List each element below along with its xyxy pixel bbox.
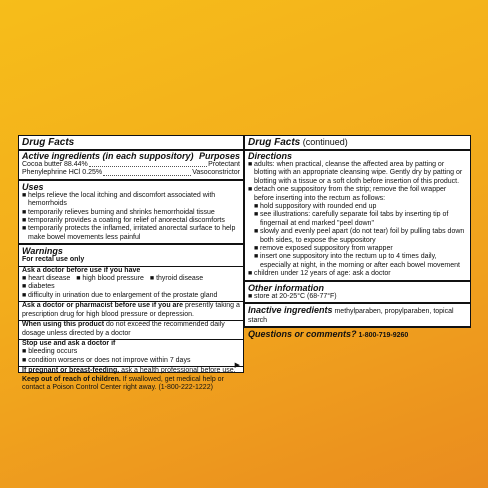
active-ingredients-heading: Active ingredients (in each suppository) bbox=[22, 151, 194, 161]
storage-info: ■ store at 20-25°C (68-77°F) bbox=[248, 292, 337, 300]
inactive-ingredients: Inactive ingredients methylparaben, propylparaben, topical starch bbox=[245, 302, 470, 325]
ingredient-row bbox=[22, 161, 240, 169]
pharmacist-warning: Ask a doctor or pharmacist before use if you are presently taking a prescription drug for high blood pressure or depression. bbox=[19, 301, 243, 319]
stop-use-heading: Stop use and ask a doctor if bbox=[22, 339, 116, 347]
use-item: ■ temporarily protects the inflamed, irritated anorectal surface to help make bowel movements less painful bbox=[22, 225, 236, 241]
condition-item: ■ heart disease bbox=[22, 275, 71, 283]
direction-subitem: ■ slowly and evenly peel apart (do not tear) foil by pulling tabs down both sides, to expose the suppository bbox=[254, 228, 465, 244]
direction-item: ■ adults: when practical, cleanse the affected area by patting or blotting with an appropriate cleansing wipe. Gently dry by patting or blotting with a tissue or a soft cloth before insertion of this product. bbox=[248, 161, 463, 185]
ingredient-name: Cocoa butter 88.44% bbox=[22, 161, 88, 168]
phone-number: 1-800-719-9260 bbox=[356, 331, 409, 339]
direction-subitem: ■ remove exposed suppository from wrapper bbox=[254, 245, 393, 253]
questions-line: Questions or comments? 1-800-719-9260 bbox=[245, 326, 470, 340]
direction-item: ■ detach one suppository from the strip; remove the foil wrapper before inserting into the rectum as follows: bbox=[248, 186, 447, 202]
direction-subitem: ■ see illustrations: carefully separate foil tabs by inserting tip of fingernail at end marked "peel down" bbox=[254, 211, 449, 227]
condition-item: ■ difficulty in urination due to enlargement of the prostate gland bbox=[22, 291, 218, 299]
condition-list bbox=[22, 275, 240, 292]
condition-item: ■ high blood pressure bbox=[76, 275, 144, 283]
other-information-heading: Other information bbox=[248, 282, 324, 293]
children-warning: Keep out of reach of children. If swallowed, get medical help or contact a Poison Control Center right away. (1-800-222-1222) bbox=[22, 375, 224, 391]
drug-facts-title: Drug Facts bbox=[19, 137, 243, 151]
pregnancy-warning: If pregnant or breast-feeding, ask a health professional before use. bbox=[19, 366, 243, 375]
condition-item: ■ thyroid disease bbox=[149, 275, 204, 283]
continued-label: (continued) bbox=[300, 137, 348, 147]
condition-item: ■ diabetes bbox=[22, 283, 55, 291]
use-item: ■ temporarily provides a coating for relief of anorectal discomforts bbox=[22, 217, 225, 225]
ask-doctor-heading: Ask a doctor before use if you have bbox=[22, 266, 141, 274]
purposes-heading: Purposes bbox=[198, 151, 240, 161]
continue-arrow-icon: ▶ bbox=[234, 361, 240, 369]
drug-facts-panel bbox=[18, 135, 244, 391]
stop-use-item: ■ bleeding occurs bbox=[22, 348, 78, 356]
use-item: ■ helps relieve the local itching and discomfort associated with hemorrhoids bbox=[22, 191, 216, 208]
ingredient-row bbox=[22, 169, 240, 177]
drug-facts-continued-title: Drug Facts bbox=[248, 137, 301, 148]
ingredient-purpose: Vasoconstrictor bbox=[192, 169, 240, 177]
direction-subitem: ■ hold suppository with rounded end up bbox=[254, 203, 377, 211]
stop-use-item: ■ condition worsens or does not improve within 7 days bbox=[22, 356, 191, 364]
direction-item: ■ children under 12 years of age: ask a doctor bbox=[248, 270, 391, 278]
drug-facts-continued-panel bbox=[244, 135, 471, 339]
ingredient-purpose: Protectant bbox=[208, 161, 240, 168]
ingredient-name: Phenylephrine HCl 0.25% bbox=[22, 169, 103, 177]
rectal-use-note: For rectal use only bbox=[22, 256, 85, 264]
uses-heading: Uses bbox=[22, 181, 44, 192]
stop-use-list bbox=[22, 348, 240, 365]
direction-subitem: ■ insert one suppository into the rectum up to 4 times daily, especially at night, in the morning or after each bowel movement bbox=[254, 253, 460, 269]
directions-heading: Directions bbox=[248, 151, 293, 161]
use-item: ■ temporarily relieves burning and shrinks hemorrhoidal tissue bbox=[22, 208, 215, 216]
when-using-warning: When using this product do not exceed the recommended daily dosage unless directed by a doctor bbox=[19, 320, 243, 338]
warnings-heading: Warnings bbox=[22, 246, 63, 257]
